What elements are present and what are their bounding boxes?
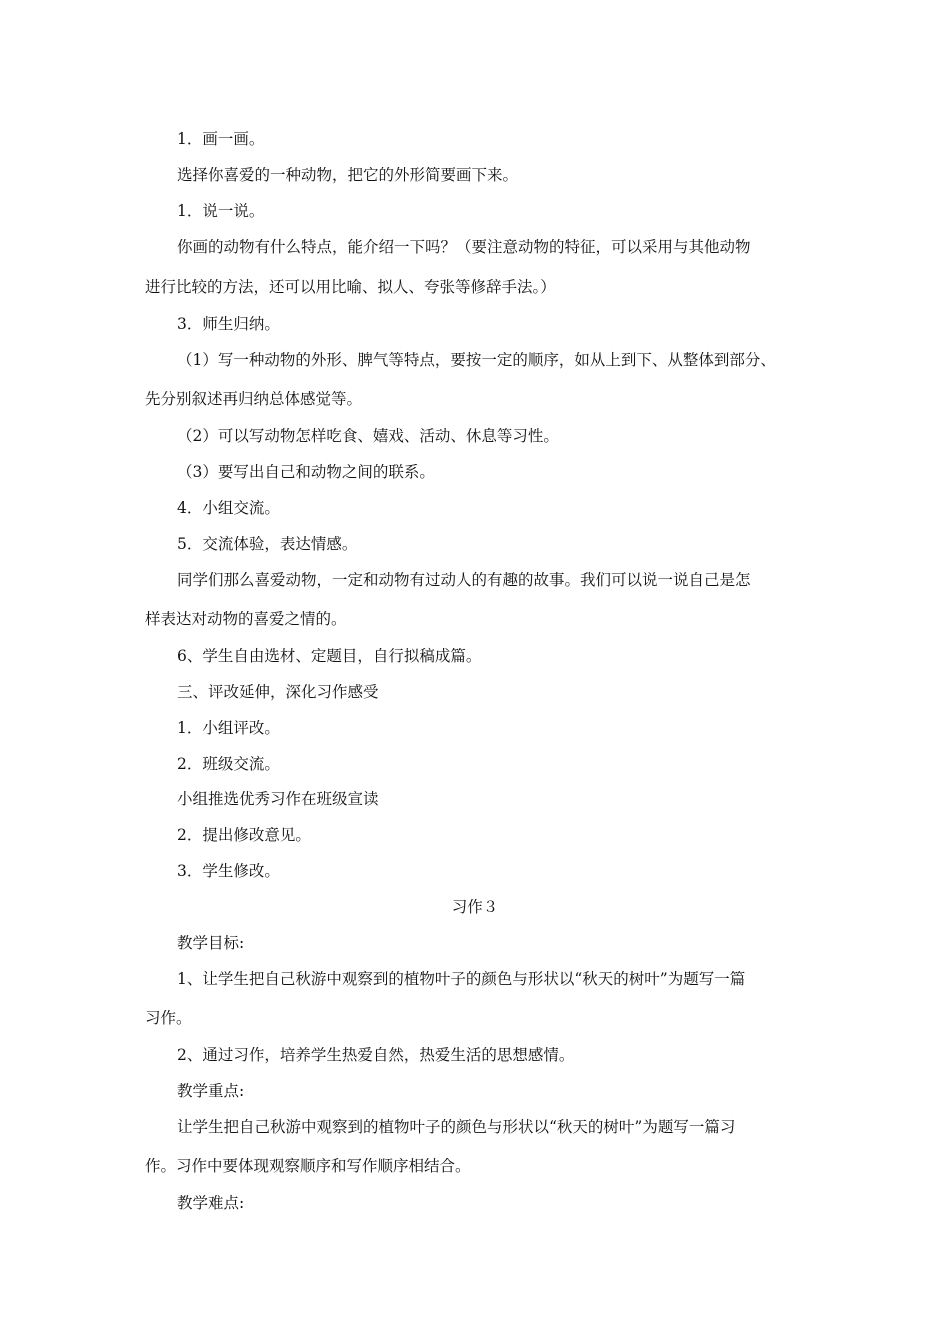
paragraph-line: 样表达对动物的喜爱之情的。	[145, 610, 347, 628]
paragraph-line: 1．小组评改。	[177, 719, 280, 737]
paragraph-line: （2）可以写动物怎样吃食、嬉戏、活动、休息等习性。	[177, 427, 559, 445]
subheading: 教学目标:	[177, 934, 245, 952]
paragraph-line: 选择你喜爱的一种动物，把它的外形简要画下来。	[177, 166, 519, 184]
paragraph-line: 3．师生归纳。	[177, 315, 280, 333]
subheading: 教学重点:	[177, 1082, 245, 1100]
paragraph-line: 你画的动物有什么特点，能介绍一下吗？（要注意动物的特征，可以采用与其他动物	[177, 238, 751, 256]
paragraph-line: （3）要写出自己和动物之间的联系。	[177, 463, 435, 481]
paragraph-line: 2．提出修改意见。	[177, 826, 311, 844]
paragraph-line: 习作。	[145, 1009, 192, 1027]
paragraph-line: 2．班级交流。	[177, 755, 280, 773]
paragraph-line: 2、通过习作，培养学生热爱自然，热爱生活的思想感情。	[177, 1046, 575, 1064]
paragraph-line: 小组推选优秀习作在班级宣读	[177, 790, 379, 808]
section-heading: 三、评改延伸，深化习作感受	[177, 683, 379, 701]
paragraph-line: 3．学生修改。	[177, 862, 280, 880]
paragraph-line: （1）写一种动物的外形、脾气等特点，要按一定的顺序，如从上到下、从整体到部分、	[177, 351, 776, 369]
paragraph-line: 1．画一画。	[177, 130, 265, 148]
paragraph-line: 5．交流体验，表达情感。	[177, 535, 358, 553]
paragraph-line: 进行比较的方法，还可以用比喻、拟人、夸张等修辞手法。）	[145, 278, 556, 296]
paragraph-line: 先分别叙述再归纳总体感觉等。	[145, 390, 363, 408]
paragraph-line: 1、让学生把自己秋游中观察到的植物叶子的颜色与形状以“秋天的树叶”为题写一篇	[177, 970, 746, 988]
paragraph-line: 作。习作中要体现观察顺序和写作顺序相结合。	[145, 1157, 471, 1175]
paragraph-line: 同学们那么喜爱动物，一定和动物有过动人的有趣的故事。我们可以说一说自己是怎	[177, 571, 751, 589]
lesson-title: 习作３	[451, 898, 499, 916]
paragraph-line: 让学生把自己秋游中观察到的植物叶子的颜色与形状以“秋天的树叶”为题写一篇习	[177, 1118, 736, 1136]
paragraph-line: 1．说一说。	[177, 202, 265, 220]
paragraph-line: 4．小组交流。	[177, 499, 280, 517]
subheading: 教学难点:	[177, 1194, 245, 1212]
paragraph-line: 6、学生自由选材、定题目，自行拟稿成篇。	[177, 647, 482, 665]
